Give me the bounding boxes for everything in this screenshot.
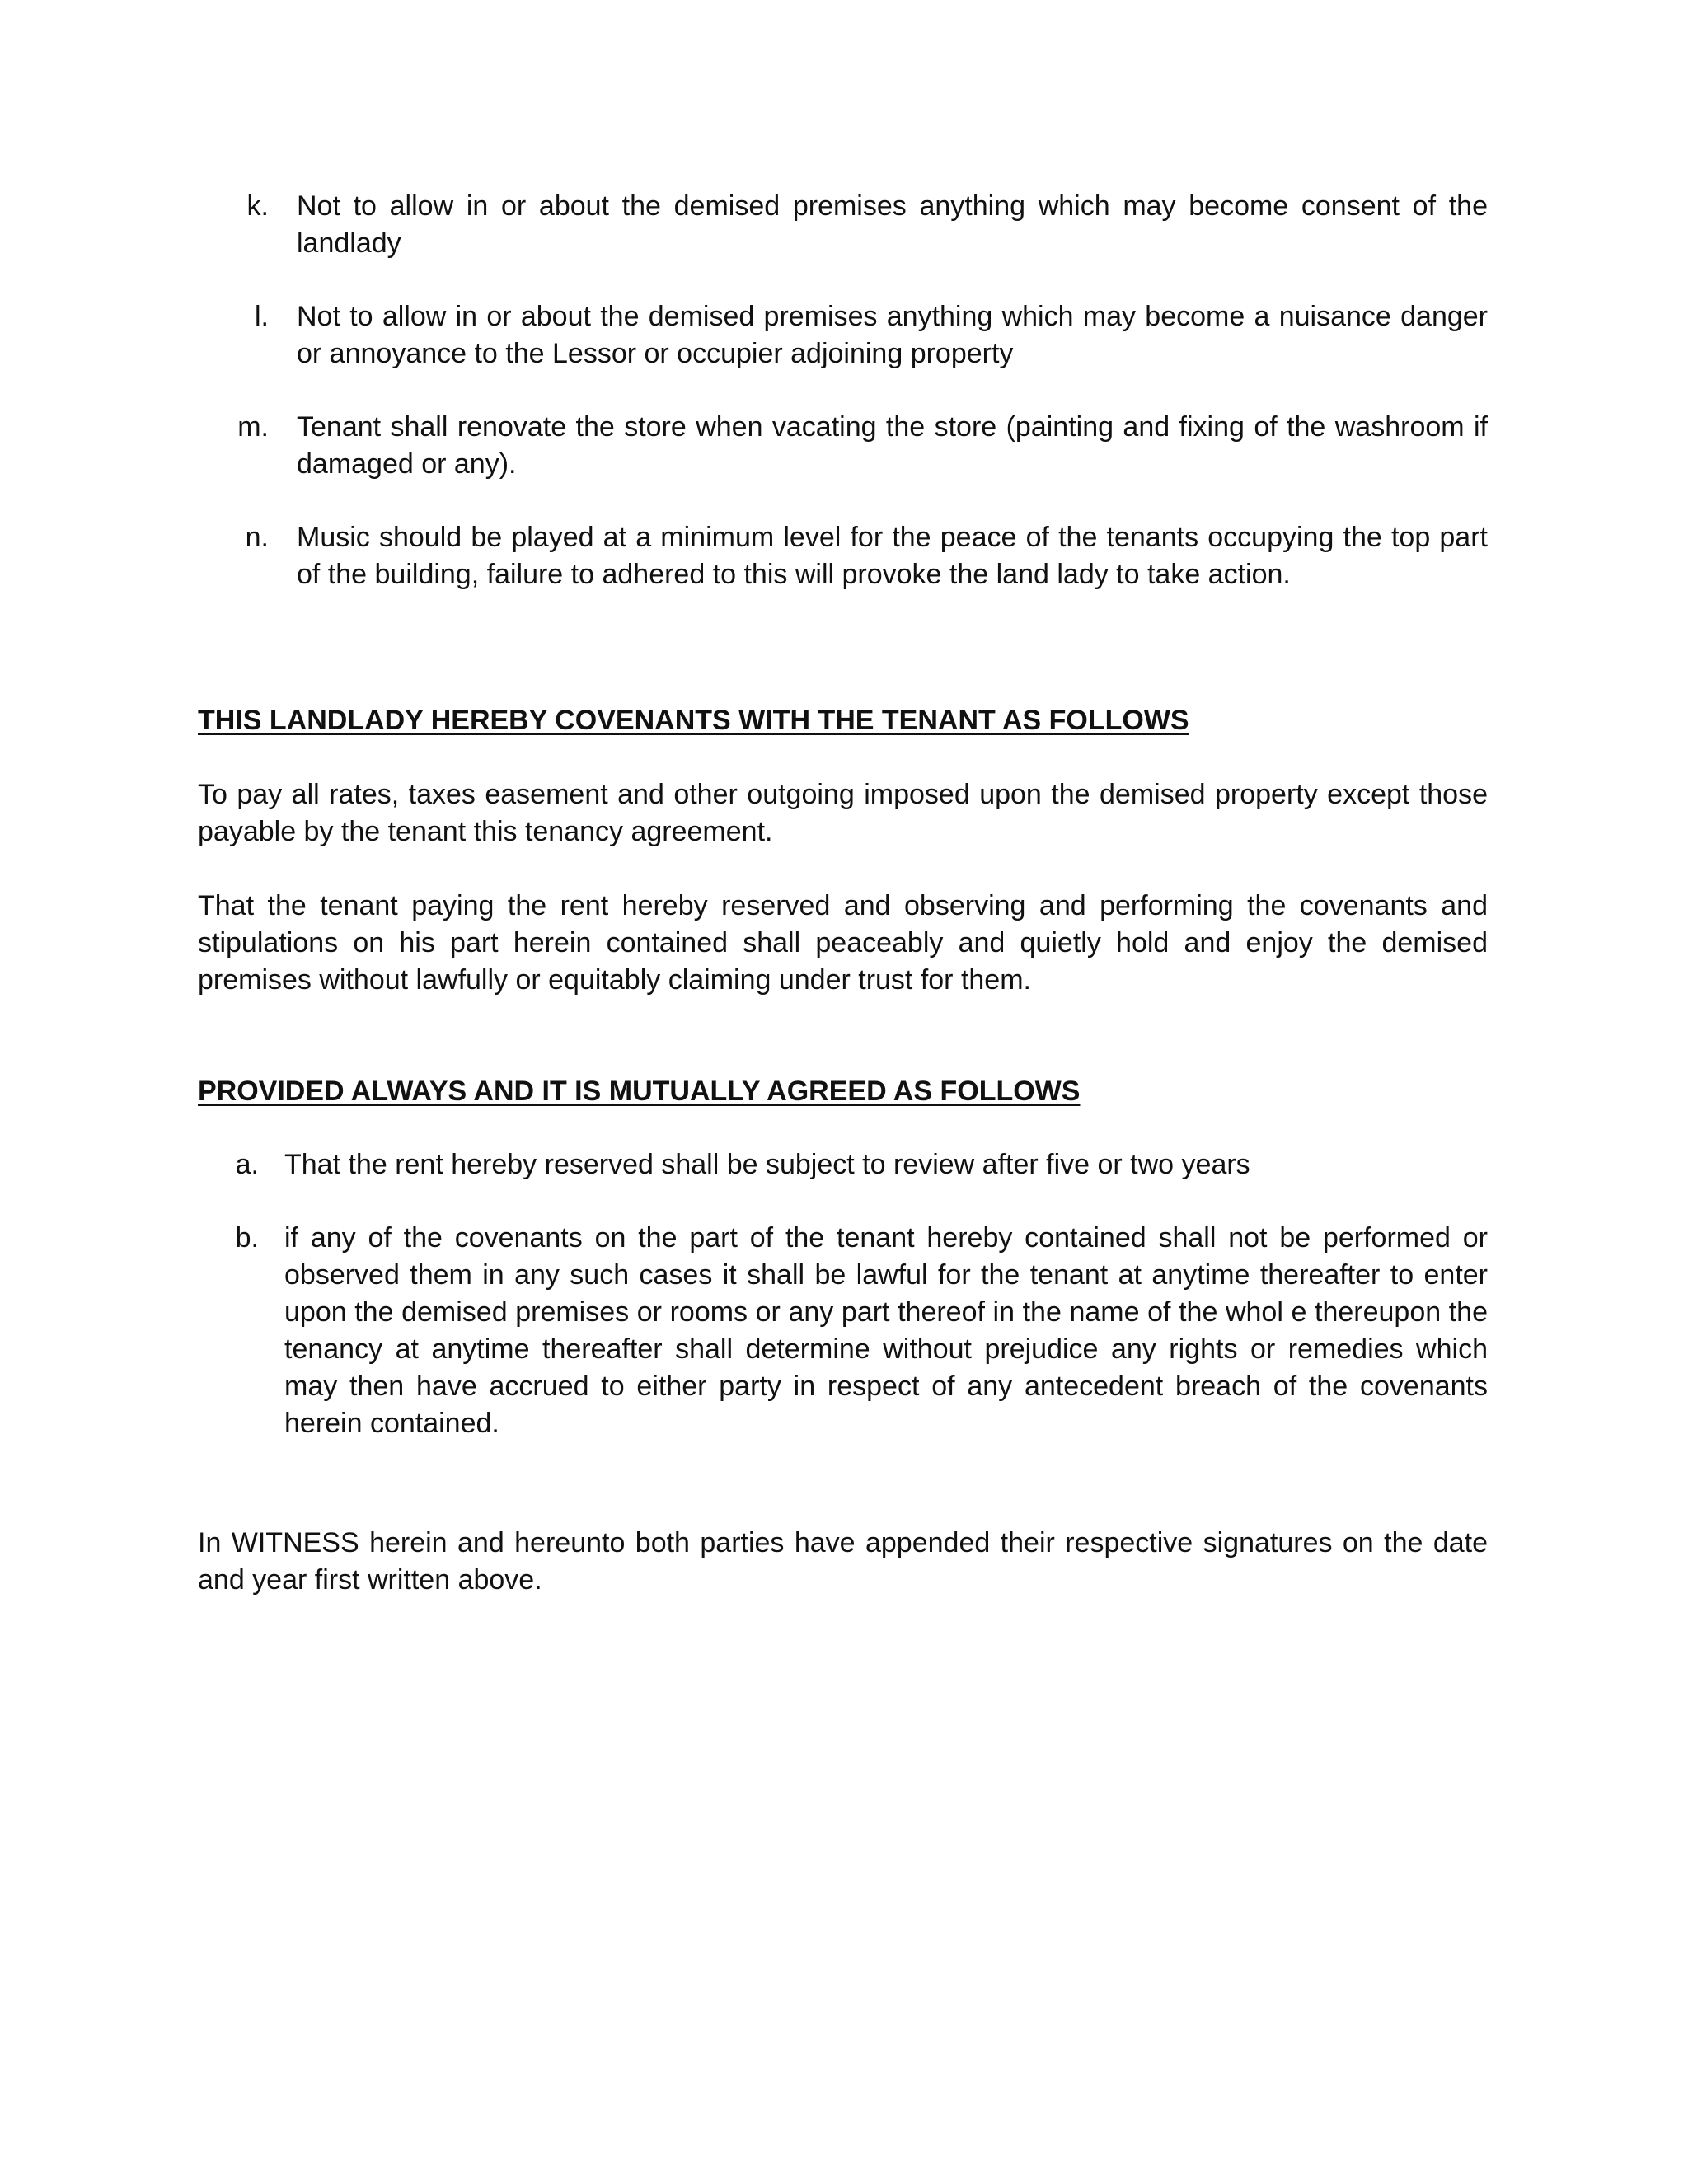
list-item-b — [198, 1220, 1488, 1442]
list-item-n — [198, 519, 1488, 593]
page-content — [198, 188, 1488, 1599]
witness-clause: In WITNESS herein and hereunto both parties have appended their respective signatures on the date and year first written above. — [198, 1527, 1488, 1596]
list-item-text: Tenant shall renovate the store when vacating the store (painting and fixing of the washroom if damaged or any). — [297, 411, 1488, 480]
list-marker: m. — [237, 411, 269, 443]
list-item-text: if any of the covenants on the part of the tenant hereby contained shall not be performed or observed them in any such cases it shall be lawful for the tenant at anytime thereafter to enter upon the demised premises or rooms or any part thereof in the name of the whol e thereupon the tenancy at anytime thereafter shall determine without prejudice any rights or remedies which may then have accrued to either party in respect of any antecedent breach of the covenants herein contained. — [284, 1222, 1488, 1439]
list-item-a — [198, 1146, 1488, 1183]
list-marker: n. — [245, 522, 269, 553]
landlady-paragraph-quiet-enjoyment: That the tenant paying the rent hereby reserved and observing and performing the covenants and stipulations on his part herein contained shall peaceably and quietly hold and enjoy the demised premises without lawfully or equitably claiming under trust for them. — [198, 890, 1488, 996]
list-item-m — [198, 409, 1488, 483]
list-item-k — [198, 188, 1488, 262]
landlady-paragraph-rates: To pay all rates, taxes easement and other outgoing imposed upon the demised property except those payable by the tenant this tenancy agreement. — [198, 779, 1488, 847]
mutual-agreement-list — [198, 1146, 1488, 1442]
list-item-text: Music should be played at a minimum level for the peace of the tenants occupying the top part of the building, failure to adhered to this will provoke the land lady to take action. — [297, 522, 1488, 590]
list-marker: b. — [235, 1222, 259, 1254]
list-item-l — [198, 298, 1488, 373]
landlady-covenants-heading: THIS LANDLADY HEREBY COVENANTS WITH THE TENANT AS FOLLOWS — [198, 705, 1189, 736]
list-marker: a. — [235, 1149, 259, 1180]
mutual-agreement-heading: PROVIDED ALWAYS AND IT IS MUTUALLY AGREED AS FOLLOWS — [198, 1076, 1081, 1107]
list-item-text: That the rent hereby reserved shall be subject to review after five or two years — [284, 1149, 1250, 1180]
tenant-covenants-list — [198, 188, 1488, 593]
list-item-text: Not to allow in or about the demised premises anything which may become a nuisance danger or annoyance to the Lessor or occupier adjoining property — [297, 301, 1488, 369]
list-marker: k. — [246, 190, 269, 222]
list-item-text: Not to allow in or about the demised premises anything which may become consent of the landlady — [297, 190, 1488, 259]
list-marker: l. — [255, 301, 269, 332]
